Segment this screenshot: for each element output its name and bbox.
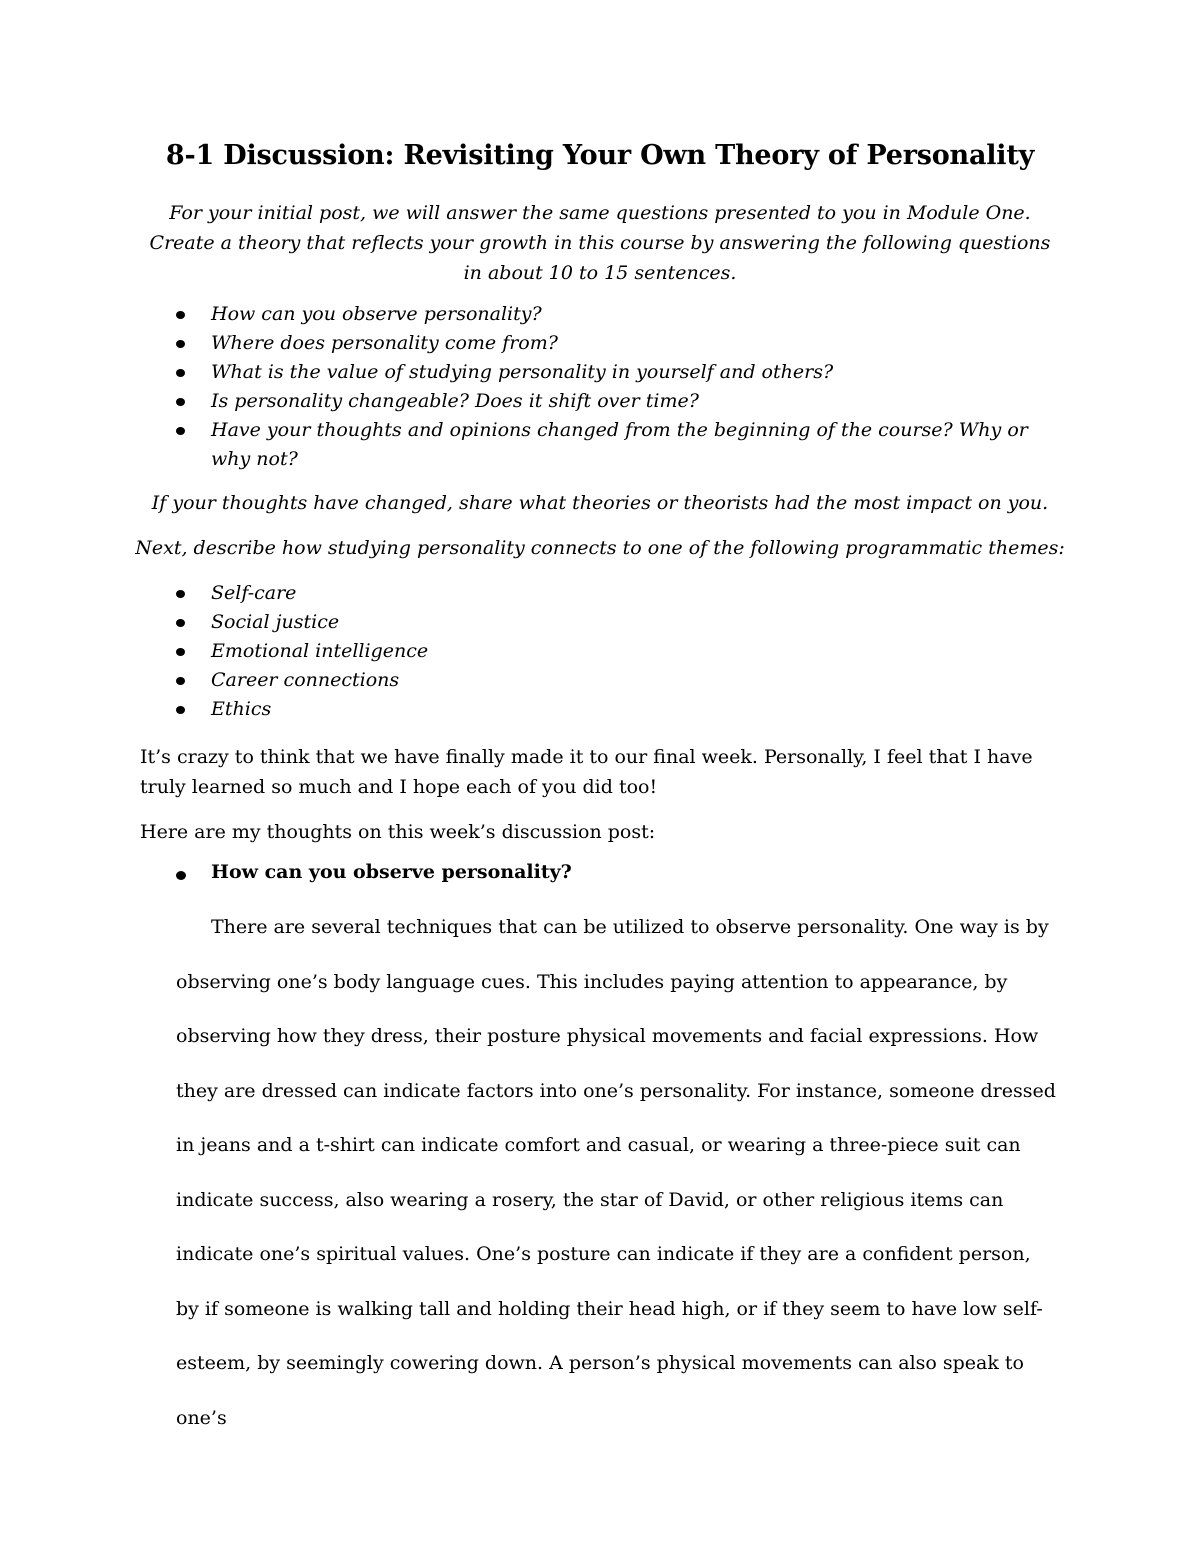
bullet-icon bbox=[176, 648, 185, 656]
theme-list bbox=[0, 579, 1061, 724]
themes-prompt: Next, describe how studying personality connects to one of the following programmatic themes: bbox=[135, 537, 1065, 559]
bullet-icon bbox=[176, 340, 185, 348]
bullet-icon bbox=[176, 369, 185, 377]
question-list bbox=[0, 300, 1061, 474]
bullet-icon bbox=[176, 590, 185, 598]
bullet-icon bbox=[176, 677, 185, 685]
page-title: 8-1 Discussion: Revisiting Your Own Theory of Personality bbox=[165, 140, 1035, 171]
response-lead: Here are my thoughts on this week’s discussion post: bbox=[140, 821, 656, 843]
bullet-icon bbox=[176, 311, 185, 319]
response-question-heading: How can you observe personality? bbox=[211, 861, 572, 883]
list-item: What is the value of studying personality in yourself and others? bbox=[0, 358, 1061, 387]
list-item: Self-care bbox=[0, 579, 1061, 608]
list-item: Is personality changeable? Does it shift over time? bbox=[0, 387, 1061, 416]
bullet-icon bbox=[176, 706, 185, 714]
bullet-icon bbox=[176, 871, 186, 880]
intro-paragraph: For your initial post, we will answer the same questions presented to you in Module One. Create a theory that reflects your growth in this course by answering the following questions in about 10 to 15 sentences. bbox=[149, 202, 1051, 284]
list-item: Ethics bbox=[0, 695, 1061, 724]
list-item: Social justice bbox=[0, 608, 1061, 637]
bullet-icon bbox=[176, 619, 185, 627]
bullet-icon bbox=[176, 398, 185, 406]
response-answer: There are several techniques that can be utilized to observe personality. One way is by observing one’s body language cues. This includes paying attention to appearance, by observing how they dress, their posture physical movements and facial expressions. How they are dressed can indicate factors into one’s personality. For instance, someone dressed in jeans and a t-shirt can indicate comfort and casual, or wearing a three-piece suit can indicate success, also wearing a rosery, the star of David, or other religious items can indicate one’s spiritual values. One’s posture can indicate if they are a confident person, by if someone is walking tall and holding their head high, or if they seem to have low self-esteem, by seemingly cowering down. A person’s physical movements can also speak to one’s bbox=[176, 916, 1056, 1429]
list-item: How can you observe personality? bbox=[0, 300, 1061, 329]
list-item: Career connections bbox=[0, 666, 1061, 695]
list-item: Have your thoughts and opinions changed from the beginning of the course? Why or why not? bbox=[0, 416, 1061, 474]
response-intro: It’s crazy to think that we have finally made it to our final week. Personally, I feel that I have truly learned so much and I hope each of you did too! bbox=[140, 746, 1033, 798]
changed-prompt: If your thoughts have changed, share what theories or theorists had the most impact on you. bbox=[151, 492, 1049, 514]
list-item: Emotional intelligence bbox=[0, 637, 1061, 666]
bullet-icon bbox=[176, 427, 185, 435]
list-item: Where does personality come from? bbox=[0, 329, 1061, 358]
